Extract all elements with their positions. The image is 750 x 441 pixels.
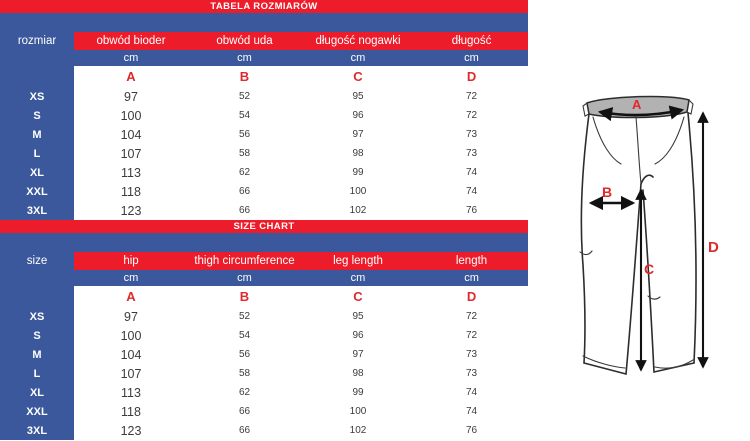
value-cell: 100 [74, 326, 188, 345]
table-row [0, 182, 528, 201]
table-row [0, 421, 528, 440]
unit-cell: cm [188, 50, 301, 66]
value-cell: 107 [74, 144, 188, 163]
column-header: rozmiar [0, 32, 74, 50]
letter-empty-cell [0, 286, 74, 307]
table-title: SIZE CHART [0, 220, 528, 233]
value-cell: 62 [188, 383, 301, 402]
value-cell: 73 [415, 125, 528, 144]
value-cell: 104 [74, 345, 188, 364]
value-cell: 96 [301, 106, 415, 125]
size-label: XXL [0, 182, 74, 201]
value-cell: 95 [301, 87, 415, 106]
spacer-band-cell [0, 13, 528, 32]
column-header: size [0, 252, 74, 270]
spacer-band [0, 233, 528, 252]
value-cell: 74 [415, 402, 528, 421]
table-row [0, 106, 528, 125]
value-cell: 100 [74, 106, 188, 125]
size-label: XS [0, 87, 74, 106]
table-row [0, 383, 528, 402]
table-row [0, 364, 528, 383]
unit-empty-cell [0, 50, 74, 66]
size-table-english [0, 220, 528, 440]
value-cell: 97 [301, 125, 415, 144]
value-cell: 97 [74, 307, 188, 326]
value-cell: 72 [415, 326, 528, 345]
value-cell: 97 [74, 87, 188, 106]
letter-cell: C [301, 286, 415, 307]
size-label: S [0, 326, 74, 345]
value-cell: 62 [188, 163, 301, 182]
size-label: M [0, 345, 74, 364]
column-header: leg length [301, 252, 415, 270]
value-cell: 72 [415, 307, 528, 326]
value-cell: 102 [301, 421, 415, 440]
table-row [0, 163, 528, 182]
spacer-band-cell [0, 233, 528, 252]
value-cell: 98 [301, 144, 415, 163]
table-row [0, 307, 528, 326]
letter-cell: B [188, 66, 301, 87]
column-header: długość nogawki [301, 32, 415, 50]
value-cell: 113 [74, 383, 188, 402]
letter-cell: D [415, 66, 528, 87]
column-header: hip [74, 252, 188, 270]
pants-outline [580, 113, 696, 374]
fly-seam [636, 117, 641, 184]
letter-cell: C [301, 66, 415, 87]
value-cell: 58 [188, 364, 301, 383]
unit-cell: cm [74, 270, 188, 286]
column-header: obwód uda [188, 32, 301, 50]
size-label: 3XL [0, 201, 74, 220]
value-cell: 96 [301, 326, 415, 345]
value-cell: 99 [301, 383, 415, 402]
value-cell: 72 [415, 87, 528, 106]
value-cell: 100 [301, 402, 415, 421]
value-cell: 113 [74, 163, 188, 182]
dim-label-c: C [644, 261, 655, 277]
size-label: 3XL [0, 421, 74, 440]
letter-cell: A [74, 286, 188, 307]
value-cell: 74 [415, 383, 528, 402]
value-cell: 73 [415, 345, 528, 364]
size-table-polish [0, 0, 528, 220]
unit-empty-cell [0, 270, 74, 286]
value-cell: 76 [415, 421, 528, 440]
left-cuff-line [583, 356, 625, 368]
value-cell: 97 [301, 345, 415, 364]
value-cell: 56 [188, 125, 301, 144]
column-header: obwód bioder [74, 32, 188, 50]
unit-cell: cm [415, 50, 528, 66]
spacer-band [0, 13, 528, 32]
value-cell: 74 [415, 163, 528, 182]
value-cell: 118 [74, 402, 188, 421]
value-cell: 123 [74, 201, 188, 220]
table-row [0, 125, 528, 144]
value-cell: 72 [415, 106, 528, 125]
letter-row [0, 66, 528, 87]
value-cell: 52 [188, 307, 301, 326]
column-header: length [415, 252, 528, 270]
pants-measurement-diagram [540, 80, 750, 400]
letter-empty-cell [0, 66, 74, 87]
value-cell: 118 [74, 182, 188, 201]
size-label: L [0, 144, 74, 163]
value-cell: 123 [74, 421, 188, 440]
value-cell: 102 [301, 201, 415, 220]
table-row [0, 402, 528, 421]
dim-label-d: D [708, 239, 719, 256]
value-cell: 66 [188, 402, 301, 421]
dim-label-a: A [632, 97, 642, 112]
size-label: XL [0, 163, 74, 182]
table-row [0, 345, 528, 364]
letter-cell: B [188, 286, 301, 307]
value-cell: 104 [74, 125, 188, 144]
unit-cell: cm [301, 50, 415, 66]
letter-row [0, 286, 528, 307]
table-row [0, 144, 528, 163]
value-cell: 54 [188, 106, 301, 125]
size-label: XXL [0, 402, 74, 421]
value-cell: 52 [188, 87, 301, 106]
size-label: M [0, 125, 74, 144]
unit-cell: cm [74, 50, 188, 66]
unit-cell: cm [188, 270, 301, 286]
unit-cell: cm [301, 270, 415, 286]
unit-row [0, 50, 528, 66]
value-cell: 66 [188, 201, 301, 220]
dim-label-b: B [602, 184, 613, 200]
unit-cell: cm [415, 270, 528, 286]
value-cell: 107 [74, 364, 188, 383]
size-label: S [0, 106, 74, 125]
table-row [0, 201, 528, 220]
size-label: XL [0, 383, 74, 402]
value-cell: 95 [301, 307, 415, 326]
value-cell: 100 [301, 182, 415, 201]
right-pocket-seam [655, 117, 684, 164]
value-cell: 76 [415, 201, 528, 220]
letter-cell: A [74, 66, 188, 87]
value-cell: 98 [301, 364, 415, 383]
unit-row [0, 270, 528, 286]
value-cell: 66 [188, 182, 301, 201]
value-cell: 56 [188, 345, 301, 364]
value-cell: 74 [415, 182, 528, 201]
value-cell: 73 [415, 364, 528, 383]
value-cell: 54 [188, 326, 301, 345]
column-header-row [0, 252, 528, 270]
value-cell: 99 [301, 163, 415, 182]
table-row [0, 87, 528, 106]
pants-diagram-svg [540, 80, 750, 400]
letter-cell: D [415, 286, 528, 307]
value-cell: 58 [188, 144, 301, 163]
table-row [0, 326, 528, 345]
column-header-row [0, 32, 528, 50]
size-label: L [0, 364, 74, 383]
table-title: TABELA ROZMIARÓW [0, 0, 528, 13]
column-header: długość [415, 32, 528, 50]
value-cell: 66 [188, 421, 301, 440]
size-label: XS [0, 307, 74, 326]
table-title-row [0, 220, 528, 233]
table-title-row [0, 0, 528, 13]
column-header: thigh circumference [188, 252, 301, 270]
value-cell: 73 [415, 144, 528, 163]
left-pocket-seam [593, 117, 621, 164]
